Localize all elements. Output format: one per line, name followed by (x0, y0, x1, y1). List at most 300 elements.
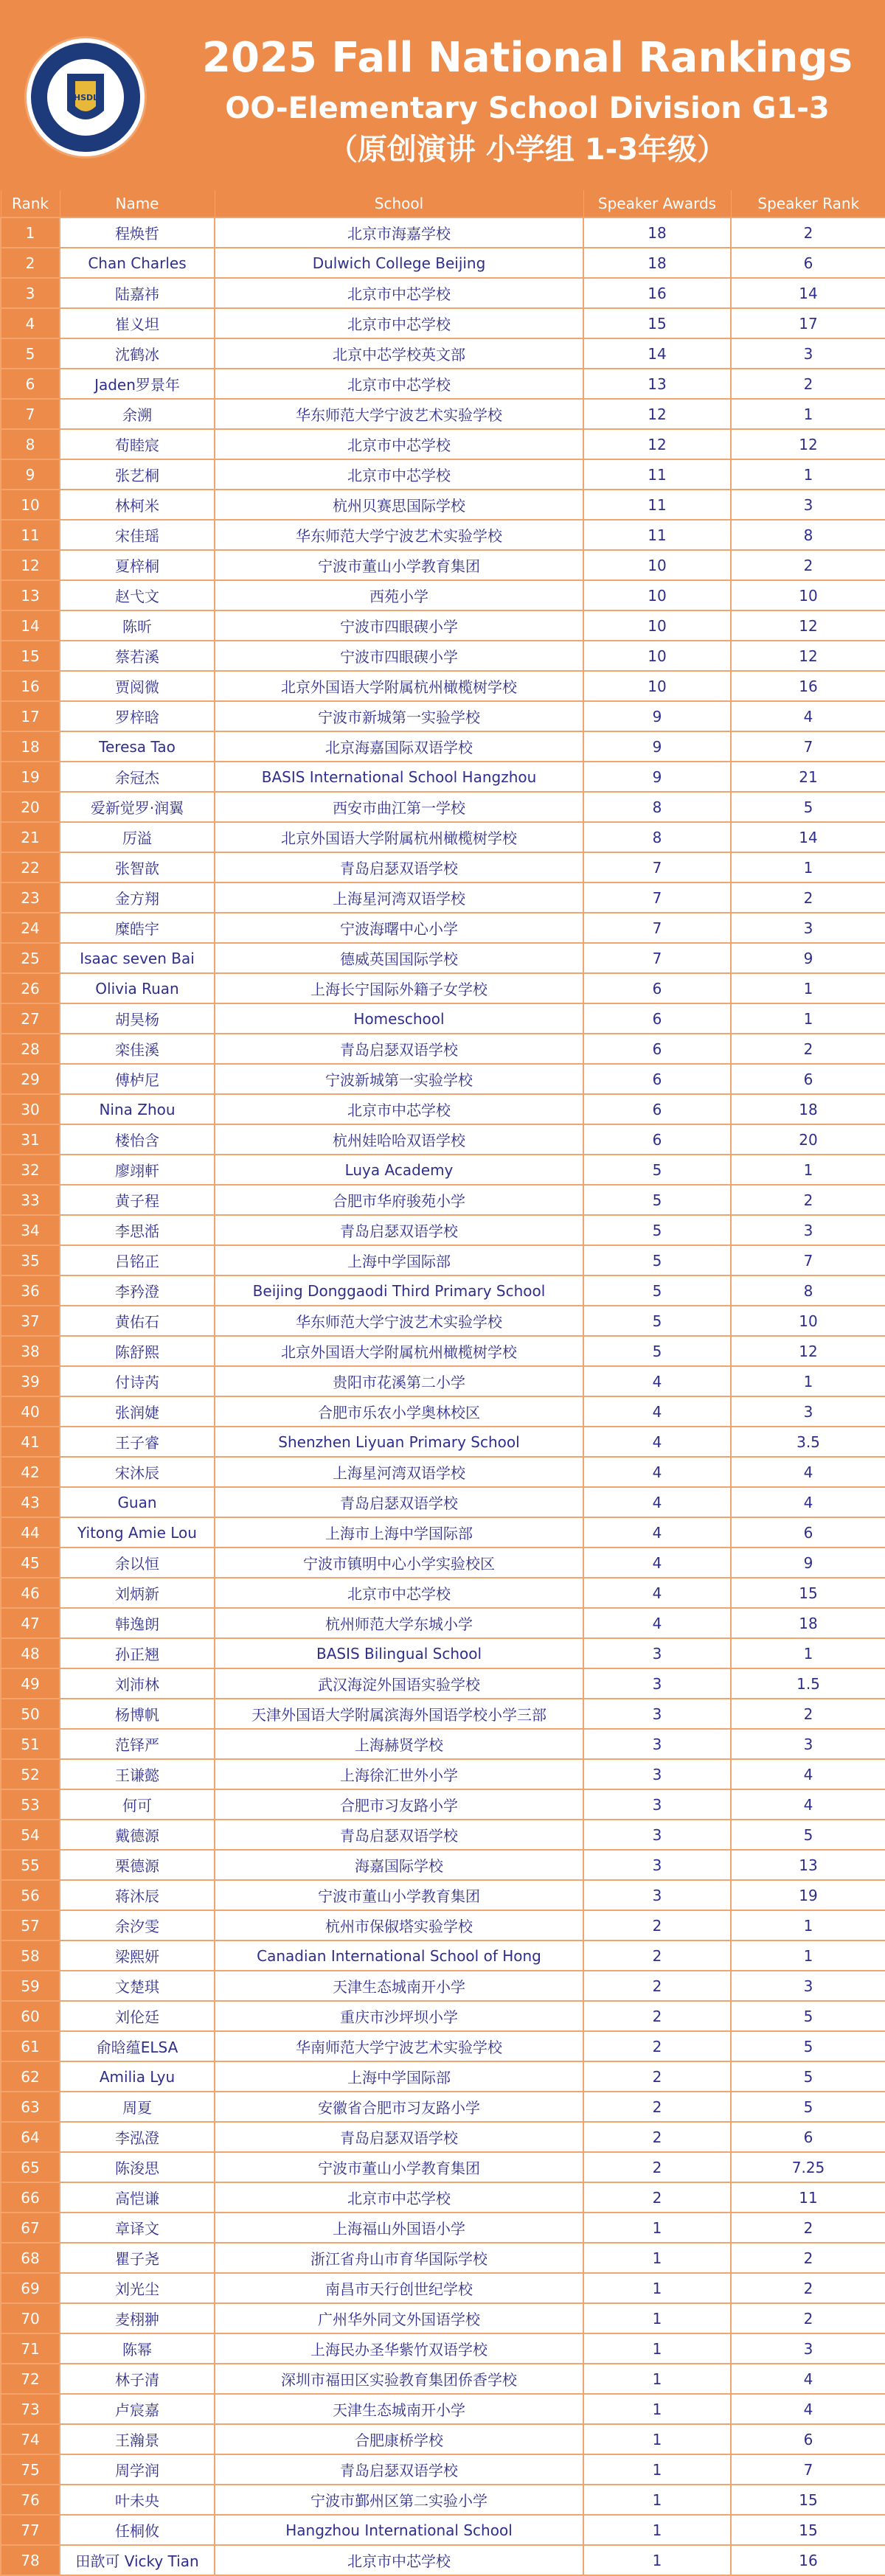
rank-cell: 36 (1, 1275, 60, 1306)
speaker-rank-cell: 16 (731, 671, 885, 701)
table-row (1, 943, 885, 973)
speaker-rank-cell: 6 (731, 1517, 885, 1548)
school-cell: 上海民办圣华紫竹双语学校 (215, 2333, 583, 2364)
rank-cell: 39 (1, 1366, 60, 1396)
speaker-rank-cell: 1 (731, 852, 885, 883)
rank-cell: 1 (1, 217, 60, 248)
name-cell: 陈幂 (60, 2333, 215, 2364)
speaker-awards-cell: 5 (583, 1306, 731, 1336)
table-row (1, 610, 885, 641)
speaker-awards-cell: 7 (583, 913, 731, 943)
table-row (1, 1759, 885, 1789)
rank-cell: 47 (1, 1608, 60, 1638)
rank-cell: 42 (1, 1457, 60, 1487)
school-cell: Hangzhou International School (215, 2515, 583, 2545)
speaker-rank-cell: 3 (731, 338, 885, 369)
rank-cell: 63 (1, 2092, 60, 2122)
table-row (1, 1850, 885, 1880)
name-cell: 叶未央 (60, 2485, 215, 2515)
speaker-awards-cell: 6 (583, 1124, 731, 1155)
rank-cell: 52 (1, 1759, 60, 1789)
table-row (1, 1668, 885, 1699)
school-cell: BASIS Bilingual School (215, 1638, 583, 1668)
school-cell: 上海星河湾双语学校 (215, 883, 583, 913)
school-cell: 北京外国语大学附属杭州橄榄树学校 (215, 1336, 583, 1366)
speaker-rank-cell: 1 (731, 1910, 885, 1940)
table-row (1, 1880, 885, 1910)
speaker-rank-cell: 6 (731, 1064, 885, 1094)
rank-cell: 9 (1, 459, 60, 490)
speaker-awards-cell: 2 (583, 2122, 731, 2152)
speaker-rank-cell: 14 (731, 822, 885, 852)
rank-cell: 72 (1, 2364, 60, 2394)
rank-cell: 48 (1, 1638, 60, 1668)
rank-cell: 58 (1, 1940, 60, 1971)
division-subtitle: OO-Elementary School Division G1-3 (225, 91, 830, 125)
table-row (1, 1548, 885, 1578)
school-cell: 上海福山外国语小学 (215, 2213, 583, 2243)
school-cell: 上海星河湾双语学校 (215, 1457, 583, 1487)
name-cell: 黄子程 (60, 1185, 215, 1215)
name-cell: 余以恒 (60, 1548, 215, 1578)
rank-cell: 35 (1, 1245, 60, 1275)
speaker-awards-cell: 1 (583, 2394, 731, 2424)
school-cell: 西苑小学 (215, 580, 583, 610)
rank-cell: 70 (1, 2303, 60, 2333)
speaker-rank-cell: 1 (731, 1366, 885, 1396)
speaker-awards-cell: 3 (583, 1699, 731, 1729)
speaker-rank-cell: 16 (731, 2545, 885, 2575)
speaker-rank-cell: 14 (731, 278, 885, 308)
speaker-awards-cell: 5 (583, 1275, 731, 1306)
school-cell: 深圳市福田区实验教育集团侨香学校 (215, 2364, 583, 2394)
school-cell: 宁波新城第一实验学校 (215, 1064, 583, 1094)
rank-cell: 23 (1, 883, 60, 913)
speaker-rank-cell: 2 (731, 2303, 885, 2333)
school-cell: 上海长宁国际外籍子女学校 (215, 973, 583, 1003)
rank-cell: 51 (1, 1729, 60, 1759)
school-cell: 浙江省舟山市育华国际学校 (215, 2243, 583, 2273)
rank-cell: 44 (1, 1517, 60, 1548)
table-row (1, 1396, 885, 1427)
rank-cell: 10 (1, 490, 60, 520)
school-cell: 上海赫贤学校 (215, 1729, 583, 1759)
speaker-awards-cell: 10 (583, 610, 731, 641)
speaker-rank-cell: 10 (731, 580, 885, 610)
school-cell: 上海中学国际部 (215, 2061, 583, 2092)
rank-cell: 60 (1, 2001, 60, 2031)
speaker-rank-cell: 1.5 (731, 1668, 885, 1699)
table-row (1, 792, 885, 822)
speaker-rank-cell: 1 (731, 1003, 885, 1034)
speaker-awards-cell: 15 (583, 308, 731, 338)
name-cell: 荀睦宸 (60, 429, 215, 459)
name-cell: 刘光尘 (60, 2273, 215, 2303)
speaker-rank-cell: 2 (731, 2243, 885, 2273)
school-cell: 杭州娃哈哈双语学校 (215, 1124, 583, 1155)
rank-cell: 53 (1, 1789, 60, 1820)
name-cell: Teresa Tao (60, 731, 215, 762)
name-cell: 范铎严 (60, 1729, 215, 1759)
school-cell: 青岛启瑟双语学校 (215, 2454, 583, 2485)
rank-cell: 41 (1, 1427, 60, 1457)
speaker-awards-cell: 11 (583, 459, 731, 490)
speaker-rank-cell: 1 (731, 1638, 885, 1668)
table-row (1, 701, 885, 731)
rank-cell: 24 (1, 913, 60, 943)
school-cell: 宁波市董山小学教育集团 (215, 2152, 583, 2182)
speaker-rank-cell: 5 (731, 792, 885, 822)
name-cell: 宋沐辰 (60, 1457, 215, 1487)
school-cell: 杭州贝赛思国际学校 (215, 490, 583, 520)
rank-cell: 22 (1, 852, 60, 883)
table-row (1, 1366, 885, 1396)
column-header-speaker-awards: Speaker Awards (583, 190, 731, 217)
school-cell: 合肥康桥学校 (215, 2424, 583, 2454)
school-cell: 青岛启瑟双语学校 (215, 1034, 583, 1064)
school-cell: Shenzhen Liyuan Primary School (215, 1427, 583, 1457)
table-row (1, 913, 885, 943)
speaker-rank-cell: 2 (731, 550, 885, 580)
speaker-awards-cell: 9 (583, 701, 731, 731)
speaker-awards-cell: 8 (583, 792, 731, 822)
school-cell: 华东师范大学宁波艺术实验学校 (215, 399, 583, 429)
speaker-rank-cell: 6 (731, 2424, 885, 2454)
name-cell: 孙正翘 (60, 1638, 215, 1668)
speaker-awards-cell: 5 (583, 1155, 731, 1185)
rank-cell: 68 (1, 2243, 60, 2273)
speaker-awards-cell: 3 (583, 1850, 731, 1880)
name-cell: 黄佑石 (60, 1306, 215, 1336)
speaker-rank-cell: 2 (731, 1699, 885, 1729)
rank-cell: 38 (1, 1336, 60, 1366)
rank-cell: 62 (1, 2061, 60, 2092)
table-row (1, 1940, 885, 1971)
school-cell: 北京外国语大学附属杭州橄榄树学校 (215, 822, 583, 852)
rank-cell: 65 (1, 2152, 60, 2182)
speaker-rank-cell: 4 (731, 1487, 885, 1517)
speaker-awards-cell: 3 (583, 1638, 731, 1668)
speaker-awards-cell: 18 (583, 248, 731, 278)
rank-cell: 55 (1, 1850, 60, 1880)
speaker-rank-cell: 4 (731, 1759, 885, 1789)
speaker-awards-cell: 14 (583, 338, 731, 369)
speaker-rank-cell: 1 (731, 1940, 885, 1971)
speaker-awards-cell: 5 (583, 1215, 731, 1245)
speaker-rank-cell: 11 (731, 2182, 885, 2213)
speaker-awards-cell: 3 (583, 1668, 731, 1699)
rank-cell: 17 (1, 701, 60, 731)
speaker-awards-cell: 2 (583, 2152, 731, 2182)
speaker-awards-cell: 1 (583, 2515, 731, 2545)
school-cell: 宁波市四眼碶小学 (215, 641, 583, 671)
speaker-rank-cell: 8 (731, 1275, 885, 1306)
rank-cell: 14 (1, 610, 60, 641)
speaker-awards-cell: 9 (583, 762, 731, 792)
school-cell: 合肥市习友路小学 (215, 1789, 583, 1820)
name-cell: 陈昕 (60, 610, 215, 641)
rank-cell: 5 (1, 338, 60, 369)
school-cell: 宁波市镇明中心小学实验校区 (215, 1548, 583, 1578)
speaker-rank-cell: 13 (731, 1850, 885, 1880)
name-cell: 梁熙妍 (60, 1940, 215, 1971)
speaker-awards-cell: 7 (583, 943, 731, 973)
speaker-rank-cell: 4 (731, 1457, 885, 1487)
speaker-awards-cell: 6 (583, 1034, 731, 1064)
rank-cell: 74 (1, 2424, 60, 2454)
school-cell: 宁波市四眼碶小学 (215, 610, 583, 641)
speaker-rank-cell: 12 (731, 1336, 885, 1366)
name-cell: 爱新觉罗·润翼 (60, 792, 215, 822)
rank-cell: 78 (1, 2545, 60, 2575)
table-row (1, 2061, 885, 2092)
speaker-awards-cell: 2 (583, 1910, 731, 1940)
speaker-awards-cell: 6 (583, 1064, 731, 1094)
name-cell: 俞晗蕴ELSA (60, 2031, 215, 2061)
table-row (1, 822, 885, 852)
speaker-rank-cell: 12 (731, 429, 885, 459)
name-cell: Jaden罗景年 (60, 369, 215, 399)
name-cell: Isaac seven Bai (60, 943, 215, 973)
school-cell: 广州华外同文外国语学校 (215, 2303, 583, 2333)
name-cell: 王子睿 (60, 1427, 215, 1457)
name-cell: 栾佳溪 (60, 1034, 215, 1064)
table-row (1, 2182, 885, 2213)
rank-cell: 54 (1, 1820, 60, 1850)
school-cell: 上海市上海中学国际部 (215, 1517, 583, 1548)
rank-cell: 13 (1, 580, 60, 610)
rank-cell: 3 (1, 278, 60, 308)
table-row (1, 1487, 885, 1517)
rank-cell: 29 (1, 1064, 60, 1094)
speaker-rank-cell: 10 (731, 1306, 885, 1336)
speaker-rank-cell: 7.25 (731, 2152, 885, 2182)
rank-cell: 30 (1, 1094, 60, 1124)
school-cell: Homeschool (215, 1003, 583, 1034)
speaker-rank-cell: 9 (731, 1548, 885, 1578)
speaker-awards-cell: 5 (583, 1245, 731, 1275)
name-cell: 戴德源 (60, 1820, 215, 1850)
speaker-awards-cell: 2 (583, 2092, 731, 2122)
speaker-awards-cell: 3 (583, 1729, 731, 1759)
speaker-awards-cell: 5 (583, 1336, 731, 1366)
school-cell: 合肥市乐农小学奥林校区 (215, 1396, 583, 1427)
table-row (1, 2122, 885, 2152)
school-cell: Beijing Donggaodi Third Primary School (215, 1275, 583, 1306)
school-cell: 北京市海嘉学校 (215, 217, 583, 248)
speaker-rank-cell: 1 (731, 459, 885, 490)
rank-cell: 50 (1, 1699, 60, 1729)
name-cell: Yitong Amie Lou (60, 1517, 215, 1548)
rank-cell: 6 (1, 369, 60, 399)
table-row (1, 762, 885, 792)
column-header-school: School (215, 190, 583, 217)
name-cell: 夏梓桐 (60, 550, 215, 580)
school-cell: 合肥市华府骏苑小学 (215, 1185, 583, 1215)
name-cell: 张润婕 (60, 1396, 215, 1427)
speaker-rank-cell: 5 (731, 1820, 885, 1850)
speaker-rank-cell: 4 (731, 2364, 885, 2394)
table-row (1, 1034, 885, 1064)
name-cell: 李泓澄 (60, 2122, 215, 2152)
rank-cell: 75 (1, 2454, 60, 2485)
rank-cell: 33 (1, 1185, 60, 1215)
school-cell: 贵阳市花溪第二小学 (215, 1366, 583, 1396)
name-cell: 傅栌尼 (60, 1064, 215, 1094)
table-row (1, 973, 885, 1003)
school-cell: 宁波市董山小学教育集团 (215, 1880, 583, 1910)
table-row (1, 550, 885, 580)
table-row (1, 2001, 885, 2031)
speaker-awards-cell: 2 (583, 1940, 731, 1971)
table-row (1, 2545, 885, 2575)
table-row (1, 1215, 885, 1245)
rank-cell: 18 (1, 731, 60, 762)
school-cell: Canadian International School of Hong (215, 1940, 583, 1971)
name-cell: 栗德源 (60, 1850, 215, 1880)
speaker-rank-cell: 2 (731, 1034, 885, 1064)
rank-cell: 25 (1, 943, 60, 973)
speaker-rank-cell: 5 (731, 2001, 885, 2031)
rank-cell: 11 (1, 520, 60, 550)
rank-cell: 40 (1, 1396, 60, 1427)
speaker-awards-cell: 1 (583, 2485, 731, 2515)
speaker-rank-cell: 18 (731, 1608, 885, 1638)
school-cell: 北京市中芯学校 (215, 1094, 583, 1124)
speaker-awards-cell: 6 (583, 973, 731, 1003)
school-cell: 北京市中芯学校 (215, 459, 583, 490)
name-cell: 杨博帆 (60, 1699, 215, 1729)
rank-cell: 76 (1, 2485, 60, 2515)
school-cell: 天津外国语大学附属滨海外国语学校小学三部 (215, 1699, 583, 1729)
speaker-rank-cell: 3 (731, 1396, 885, 1427)
speaker-awards-cell: 2 (583, 2031, 731, 2061)
school-cell: 杭州师范大学东城小学 (215, 1608, 583, 1638)
speaker-awards-cell: 3 (583, 1880, 731, 1910)
speaker-awards-cell: 8 (583, 822, 731, 852)
name-cell: 厉溢 (60, 822, 215, 852)
speaker-rank-cell: 15 (731, 2515, 885, 2545)
table-row (1, 852, 885, 883)
rank-cell: 59 (1, 1971, 60, 2001)
speaker-awards-cell: 10 (583, 641, 731, 671)
name-cell: 周学润 (60, 2454, 215, 2485)
school-cell: 北京市中芯学校 (215, 2545, 583, 2575)
name-cell: 周夏 (60, 2092, 215, 2122)
speaker-rank-cell: 6 (731, 2122, 885, 2152)
speaker-rank-cell: 20 (731, 1124, 885, 1155)
rank-cell: 2 (1, 248, 60, 278)
name-cell: 林子清 (60, 2364, 215, 2394)
speaker-rank-cell: 1 (731, 399, 885, 429)
school-cell: 德威英国国际学校 (215, 943, 583, 973)
rank-cell: 32 (1, 1155, 60, 1185)
table-row (1, 1729, 885, 1759)
name-cell: 王谦懿 (60, 1759, 215, 1789)
name-cell: Guan (60, 1487, 215, 1517)
table-row (1, 1064, 885, 1094)
table-row (1, 1699, 885, 1729)
rank-cell: 43 (1, 1487, 60, 1517)
name-cell: 李矜澄 (60, 1275, 215, 1306)
table-row (1, 248, 885, 278)
table-row (1, 2152, 885, 2182)
school-cell: 北京市中芯学校 (215, 429, 583, 459)
speaker-awards-cell: 6 (583, 1094, 731, 1124)
name-cell: 程焕哲 (60, 217, 215, 248)
rank-cell: 71 (1, 2333, 60, 2364)
rank-cell: 73 (1, 2394, 60, 2424)
name-cell: 章译文 (60, 2213, 215, 2243)
school-cell: 北京海嘉国际双语学校 (215, 731, 583, 762)
speaker-rank-cell: 15 (731, 1578, 885, 1608)
table-row (1, 1820, 885, 1850)
name-cell: 王瀚景 (60, 2424, 215, 2454)
speaker-awards-cell: 1 (583, 2243, 731, 2273)
speaker-awards-cell: 10 (583, 671, 731, 701)
school-cell: BASIS International School Hangzhou (215, 762, 583, 792)
speaker-rank-cell: 17 (731, 308, 885, 338)
name-cell: 罗梓晗 (60, 701, 215, 731)
speaker-awards-cell: 11 (583, 490, 731, 520)
name-cell: 张智歆 (60, 852, 215, 883)
speaker-awards-cell: 1 (583, 2364, 731, 2394)
table-row (1, 2303, 885, 2333)
table-row (1, 2515, 885, 2545)
name-cell: 刘炳新 (60, 1578, 215, 1608)
table-row (1, 1578, 885, 1608)
rank-cell: 34 (1, 1215, 60, 1245)
table-row (1, 2031, 885, 2061)
rank-cell: 61 (1, 2031, 60, 2061)
table-row (1, 2213, 885, 2243)
speaker-rank-cell: 2 (731, 369, 885, 399)
speaker-rank-cell: 2 (731, 217, 885, 248)
speaker-awards-cell: 4 (583, 1457, 731, 1487)
table-row (1, 671, 885, 701)
speaker-awards-cell: 3 (583, 1789, 731, 1820)
name-cell: 余溯 (60, 399, 215, 429)
table-row (1, 217, 885, 248)
name-cell: Chan Charles (60, 248, 215, 278)
speaker-awards-cell: 4 (583, 1366, 731, 1396)
name-cell: 蔡若溪 (60, 641, 215, 671)
speaker-awards-cell: 7 (583, 883, 731, 913)
rank-cell: 12 (1, 550, 60, 580)
speaker-rank-cell: 4 (731, 1789, 885, 1820)
table-row (1, 1971, 885, 2001)
speaker-rank-cell: 12 (731, 610, 885, 641)
speaker-rank-cell: 1 (731, 1155, 885, 1185)
table-row (1, 641, 885, 671)
speaker-rank-cell: 18 (731, 1094, 885, 1124)
rank-cell: 31 (1, 1124, 60, 1155)
table-row (1, 2485, 885, 2515)
school-cell: 北京市中芯学校 (215, 2182, 583, 2213)
speaker-awards-cell: 18 (583, 217, 731, 248)
name-cell: Amilia Lyu (60, 2061, 215, 2092)
name-cell: 宋佳瑶 (60, 520, 215, 550)
speaker-awards-cell: 4 (583, 1608, 731, 1638)
table-row (1, 1336, 885, 1366)
school-cell: 华南师范大学宁波艺术实验学校 (215, 2031, 583, 2061)
name-cell: 蒋沐辰 (60, 1880, 215, 1910)
name-cell: 韩逸朗 (60, 1608, 215, 1638)
speaker-awards-cell: 3 (583, 1759, 731, 1789)
speaker-awards-cell: 10 (583, 580, 731, 610)
speaker-awards-cell: 6 (583, 1003, 731, 1034)
speaker-rank-cell: 4 (731, 2394, 885, 2424)
